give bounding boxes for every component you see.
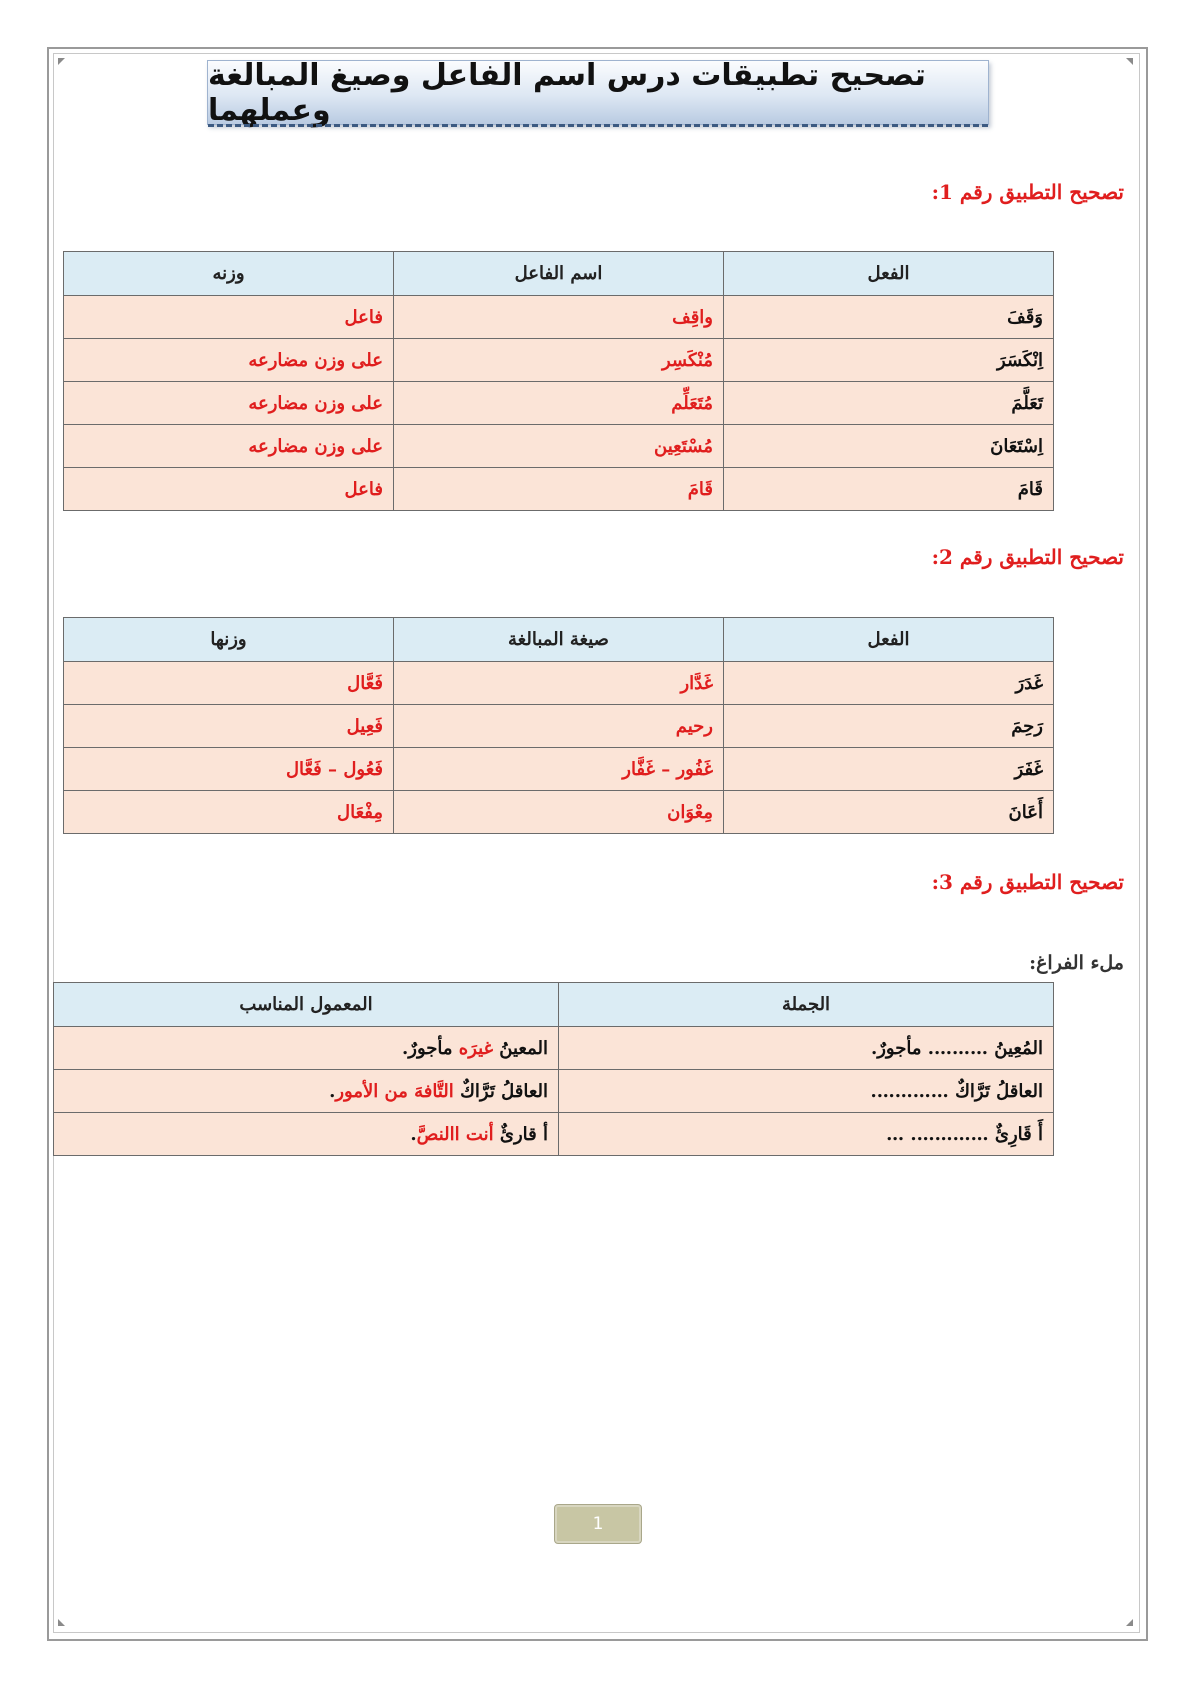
answer-highlight: التَّافهَ من الأمور — [335, 1080, 454, 1102]
table-header-row — [54, 983, 1054, 1027]
column-header: وزنها — [64, 618, 394, 662]
page-title: تصحيح تطبيقات درس اسم الفاعل وصيغ المبالغة وعملهما — [208, 57, 926, 128]
active-participle-cell: مُسْتَعِين — [394, 425, 724, 468]
section1-table — [63, 251, 1054, 511]
intensive-form-cell: غَفُور – غَفَّار — [394, 748, 724, 791]
section3-instruction: ملء الفراغ: — [1029, 952, 1124, 974]
verb-cell: قَامَ — [724, 468, 1054, 511]
pattern-cell: على وزن مضارعه — [64, 339, 394, 382]
intensive-form-cell: رحيم — [394, 705, 724, 748]
verb-cell: تَعَلَّمَ — [724, 382, 1054, 425]
intensive-form-cell: غَدَّار — [394, 662, 724, 705]
answer-highlight: غيرَه — [458, 1037, 494, 1059]
title-banner — [207, 57, 989, 128]
verb-cell: غَفَرَ — [724, 748, 1054, 791]
answer-cell — [54, 1113, 559, 1156]
active-participle-cell: واقِف — [394, 296, 724, 339]
corner-mark — [58, 1619, 65, 1626]
pattern-cell: على وزن مضارعه — [64, 425, 394, 468]
table-row — [64, 339, 1054, 382]
corner-mark — [1126, 58, 1133, 65]
verb-cell: وَقَفَ — [724, 296, 1054, 339]
table-row — [64, 791, 1054, 834]
column-header: اسم الفاعل — [394, 252, 724, 296]
table-row — [64, 662, 1054, 705]
answer-text: . — [329, 1080, 336, 1102]
answer-highlight: أنت االنصَّ — [416, 1123, 494, 1145]
table-header-row — [64, 618, 1054, 662]
active-participle-cell: مُتَعَلِّم — [394, 382, 724, 425]
pattern-cell: فاعل — [64, 468, 394, 511]
corner-mark — [1126, 1619, 1133, 1626]
table-row — [64, 425, 1054, 468]
sentence-cell: العاقلُ تَرَّاكٌ …………. — [559, 1070, 1054, 1113]
answer-cell — [54, 1027, 559, 1070]
verb-cell: رَحِمَ — [724, 705, 1054, 748]
answer-text: العاقلُ تَرَّاكٌ — [453, 1080, 548, 1102]
answer-text: أ قارئٌ — [493, 1123, 548, 1145]
sentence-cell: أَ قَارِئٌ …………. … — [559, 1113, 1054, 1156]
verb-cell: اِسْتَعَانَ — [724, 425, 1054, 468]
answer-cell — [54, 1070, 559, 1113]
verb-cell: غَدَرَ — [724, 662, 1054, 705]
section1-heading: تصحيح التطبيق رقم 1: — [931, 180, 1124, 204]
verb-cell: أَعَانَ — [724, 791, 1054, 834]
column-header: وزنه — [64, 252, 394, 296]
column-header: الجملة — [559, 983, 1054, 1027]
section2-heading: تصحيح التطبيق رقم 2: — [931, 545, 1124, 569]
pattern-cell: فَعِيل — [64, 705, 394, 748]
column-header: الفعل — [724, 618, 1054, 662]
table-row — [54, 1113, 1054, 1156]
sentence-cell: المُعِينُ ………. مأجورٌ. — [559, 1027, 1054, 1070]
active-participle-cell: قَامَ — [394, 468, 724, 511]
table-row — [64, 468, 1054, 511]
answer-text: المعينُ — [493, 1037, 548, 1059]
pattern-cell: مِفْعَال — [64, 791, 394, 834]
table-row — [64, 296, 1054, 339]
intensive-form-cell: مِعْوَان — [394, 791, 724, 834]
pattern-cell: فَعُول – فَعَّال — [64, 748, 394, 791]
table-header-row — [64, 252, 1054, 296]
page-number: 1 — [555, 1505, 641, 1543]
pattern-cell: فَعَّال — [64, 662, 394, 705]
verb-cell: اِنْكَسَرَ — [724, 339, 1054, 382]
section3-heading: تصحيح التطبيق رقم 3: — [931, 870, 1124, 894]
column-header: صيغة المبالغة — [394, 618, 724, 662]
active-participle-cell: مُنْكَسِر — [394, 339, 724, 382]
section2-table — [63, 617, 1054, 834]
column-header: المعمول المناسب — [54, 983, 559, 1027]
table-row — [64, 748, 1054, 791]
table-row — [64, 382, 1054, 425]
pattern-cell: على وزن مضارعه — [64, 382, 394, 425]
corner-mark — [58, 58, 65, 65]
column-header: الفعل — [724, 252, 1054, 296]
table-row — [54, 1070, 1054, 1113]
answer-text: . — [410, 1123, 417, 1145]
pattern-cell: فاعل — [64, 296, 394, 339]
table-row — [54, 1027, 1054, 1070]
table-row — [64, 705, 1054, 748]
answer-text: مأجورٌ. — [402, 1037, 459, 1059]
section3-table — [53, 982, 1054, 1156]
